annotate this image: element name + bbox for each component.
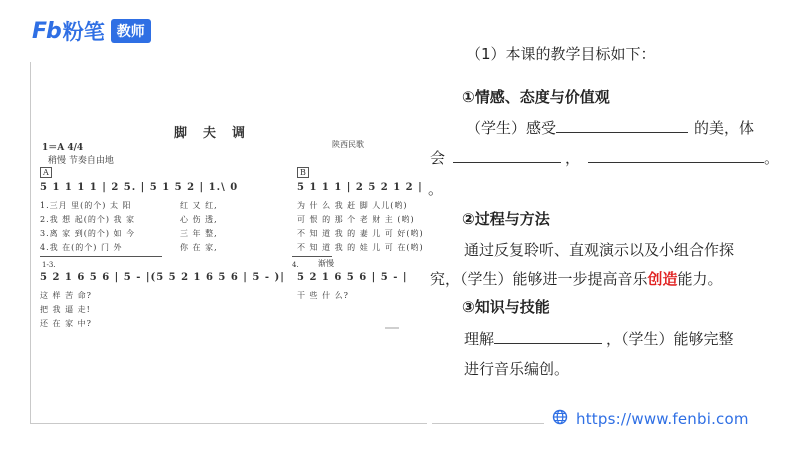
footer-divider — [432, 423, 544, 424]
ritardando-mark: 渐慢 — [318, 259, 334, 268]
goal-1-line-1 — [466, 117, 754, 138]
volta-line — [292, 256, 332, 257]
goals-heading: （1）本课的教学目标如下： — [466, 45, 656, 63]
lyric-line: 干 些 什 么? — [297, 291, 349, 300]
lyric-line: 2.我 想 起(的个) 我 家 — [40, 215, 136, 224]
volta-label: 1-3. — [42, 261, 56, 269]
fenbi-logo — [32, 18, 151, 44]
lyric-line: 三 年 整, — [180, 229, 218, 238]
goal-1-text: 。 — [764, 149, 780, 167]
score-notes-row2-a: 5 2 1 6 5 6 | 5 - |(5 5 2 1 6 5 6 | 5 - )| — [40, 272, 285, 283]
goal-2-line-1: 通过反复聆听、直观演示以及小组合作探 — [464, 241, 735, 259]
lyric-line: 你 在 家, — [180, 243, 218, 252]
goal-1-title: ①情感、态度与价值观 — [462, 88, 610, 106]
goal-1-line-2 — [430, 147, 779, 168]
section-a-mark: A — [40, 167, 52, 178]
goal-1-text: （学生）感受 — [466, 119, 557, 137]
song-origin: 陕西民歌 — [332, 140, 364, 149]
goal-3-text: 理解 — [464, 330, 495, 348]
score-notes-row2-b: 5 2 1 6 5 6 | 5 - | — [297, 272, 408, 283]
volta-line — [40, 256, 162, 257]
highlight-text: 创造 — [647, 270, 678, 288]
fill-blank — [556, 118, 688, 133]
logo-tag: 教师 — [111, 19, 151, 43]
logo-mark: Fb — [32, 18, 61, 44]
fill-blank — [494, 329, 602, 344]
goal-2-text: 能力。 — [677, 270, 723, 288]
goal-2-title: ②过程与方法 — [462, 210, 550, 228]
volta-label: 4. — [292, 261, 299, 269]
footer-url[interactable] — [552, 409, 749, 429]
lyric-line: 还 在 家 中? — [40, 319, 92, 328]
song-title: 脚夫调 — [174, 126, 262, 141]
section-b-mark: B — [297, 167, 309, 178]
lyric-line: 4.我 在(的个) 门 外 — [40, 243, 123, 252]
url-text[interactable]: https://www.fenbi.com — [576, 410, 749, 428]
goal-1-text: 的美，体 — [694, 119, 755, 137]
music-score — [40, 118, 425, 343]
goal-2-line-2 — [430, 268, 723, 289]
stray-mark: 。 — [428, 180, 444, 198]
goal-3-text: ，（学生）能够完整 — [606, 330, 734, 348]
lyric-line: 心 伤 透, — [180, 215, 218, 224]
lyric-line: 1.三月 里(的个) 太 阳 — [40, 201, 132, 210]
goal-3-line-2: 进行音乐编创。 — [464, 360, 570, 378]
goal-3-title: ③知识与技能 — [462, 298, 550, 316]
divider-mark — [385, 327, 399, 329]
globe-icon — [552, 409, 568, 429]
lyric-line: 3.离 家 到(的个) 如 今 — [40, 229, 136, 238]
lyric-line: 不 知 道 我 的 娃 儿 可 在(哟) — [297, 243, 424, 252]
tempo-marking: 稍慢 节奏自由地 — [48, 156, 114, 166]
lyric-line: 不 知 道 我 的 妻 儿 可 好(哟) — [297, 229, 424, 238]
goal-3-line-1 — [464, 328, 734, 349]
key-signature: 1＝A 4/4 — [42, 143, 84, 153]
goal-2-text: 究，（学生）能够进一步提高音乐 — [430, 270, 648, 288]
score-notes-row1-b: 5 1 1 1 | 2 5 2 1 2 | — [297, 182, 423, 193]
fill-blank — [453, 148, 561, 163]
logo-text: 粉笔 — [62, 20, 105, 44]
fill-blank — [588, 148, 764, 163]
goal-1-text: 会 — [430, 149, 446, 167]
lyric-line: 这 样 苦 命? — [40, 291, 92, 300]
lyric-line: 可 恨 的 那 个 老 财 主 (哟) — [297, 215, 415, 224]
lyric-line: 为 什 么 我 赶 脚 人儿(哟) — [297, 201, 408, 210]
lyric-line: 把 我 逼 走! — [40, 305, 91, 314]
goal-1-text: ， — [565, 149, 581, 167]
lyric-line: 红 又 红, — [180, 201, 218, 210]
score-notes-row1-a: 5 1 1 1 1 | 2 5. | 5 1 5 2 | 1.\ 0 — [40, 182, 239, 193]
